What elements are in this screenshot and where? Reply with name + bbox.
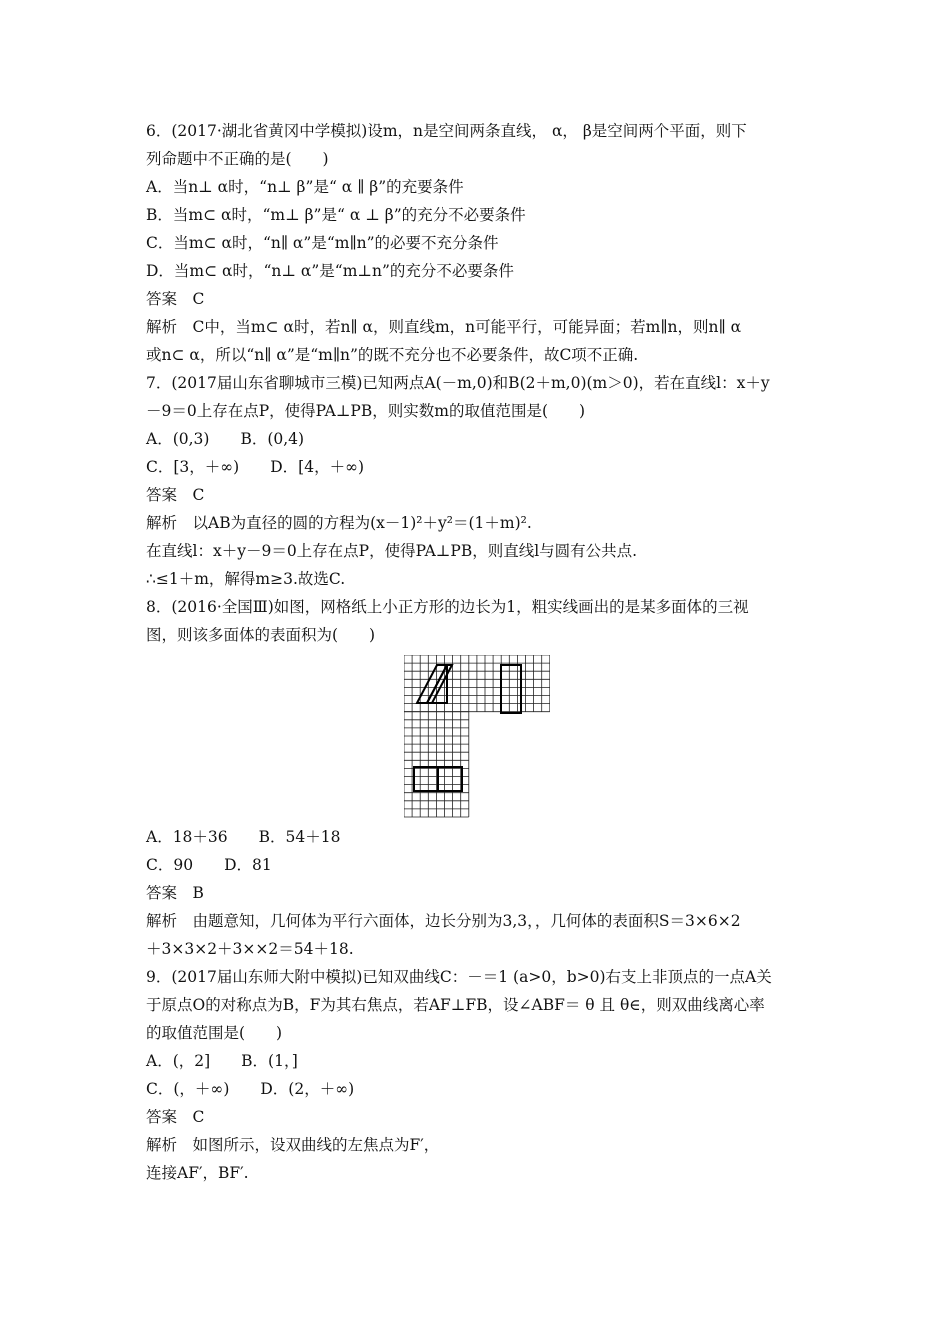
q9-stem-line-1: 9．(2017届山东师大附中模拟)已知双曲线C：－＝1 (a>0，b>0)右支上非顶点的一点A关 — [146, 968, 772, 986]
q7-stem-line-1: 7．(2017届山东省聊城市三模)已知两点A(－m,0)和B(2＋m,0)(m＞0)，若在直线l：x＋y — [146, 374, 770, 392]
figure-grid — [404, 655, 550, 817]
q9-stem-line-3: 的取值范围是( ) — [146, 1024, 283, 1042]
q6-option-d: D．当m⊂ α时，“n⊥ α”是“m⊥n”的充分不必要条件 — [146, 262, 514, 280]
q7-analysis-line-1: 解析 以AB为直径的圆的方程为(x－1)²＋y²＝(1＋m)². — [146, 514, 532, 532]
three-view-grid-figure — [404, 655, 550, 819]
q7-answer: 答案 C — [146, 486, 205, 504]
q6-option-b: B．当m⊂ α时，“m⊥ β”是“ α ⊥ β”的充分不必要条件 — [146, 206, 526, 224]
q8-options-cd: C．90 D．81 — [146, 856, 272, 874]
q7-stem-line-2: －9＝0上存在点P，使得PA⊥PB，则实数m的取值范围是( ) — [146, 402, 586, 420]
q6-option-c: C．当m⊂ α时，“n∥ α”是“m∥n”的必要不充分条件 — [146, 234, 499, 252]
q7-analysis-line-2: 在直线l：x＋y－9＝0上存在点P，使得PA⊥PB，则直线l与圆有公共点. — [146, 542, 638, 560]
q6-answer: 答案 C — [146, 290, 205, 308]
q9-answer: 答案 C — [146, 1108, 205, 1126]
q8-stem-line-1: 8．(2016·全国Ⅲ)如图，网格纸上小正方形的边长为1，粗实线画出的是某多面体的三视 — [146, 598, 749, 616]
q9-stem-line-2: 于原点O的对称点为B，F为其右焦点，若AF⊥FB，设∠ABF＝ θ 且 θ∈，则双曲线离心率 — [146, 996, 765, 1014]
q9-analysis-line-2: 连接AF′，BF′. — [146, 1164, 249, 1182]
q9-analysis-line-1: 解析 如图所示，设双曲线的左焦点为F′， — [146, 1136, 440, 1154]
side-view-rectangle — [501, 665, 521, 713]
q8-analysis-line-1: 解析 由题意知，几何体为平行六面体，边长分别为3,3，，几何体的表面积S＝3×6×2 — [146, 912, 741, 930]
q9-options-cd: C．(，＋∞) D．(2，＋∞) — [146, 1080, 355, 1098]
q8-analysis-line-2: ＋3×3×2＋3××2＝54＋18. — [146, 940, 354, 958]
q7-analysis-line-3: ∴≤1＋m，解得m≥3.故选C. — [146, 570, 346, 588]
q8-options-ab: A．18＋36 B．54＋18 — [146, 828, 341, 846]
q7-options-cd: C．[3，＋∞) D．[4，＋∞) — [146, 458, 365, 476]
q8-stem-line-2: 图，则该多面体的表面积为( ) — [146, 626, 376, 644]
q6-option-a: A．当n⊥ α时，“n⊥ β”是“ α ∥ β”的充要条件 — [146, 178, 464, 196]
q6-stem-line-1: 6．(2017·湖北省黄冈中学模拟)设m，n是空间两条直线， α， β是空间两个平面，则下 — [146, 122, 747, 140]
q6-stem-line-2: 列命题中不正确的是( ) — [146, 150, 329, 168]
q8-answer: 答案 B — [146, 884, 204, 902]
q6-analysis-line-2: 或n⊂ α，所以“n∥ α”是“m∥n”的既不充分也不必要条件，故C项不正确. — [146, 346, 639, 364]
front-view-edge — [427, 665, 447, 703]
q9-options-ab: A．(，2] B．(1，] — [146, 1052, 298, 1070]
q7-options-ab: A．(0,3) B．(0,4) — [146, 430, 305, 448]
q6-analysis-line-1: 解析 C中，当m⊂ α时，若n∥ α，则直线m，n可能平行，可能异面；若m∥n，则n∥ α — [146, 318, 742, 336]
